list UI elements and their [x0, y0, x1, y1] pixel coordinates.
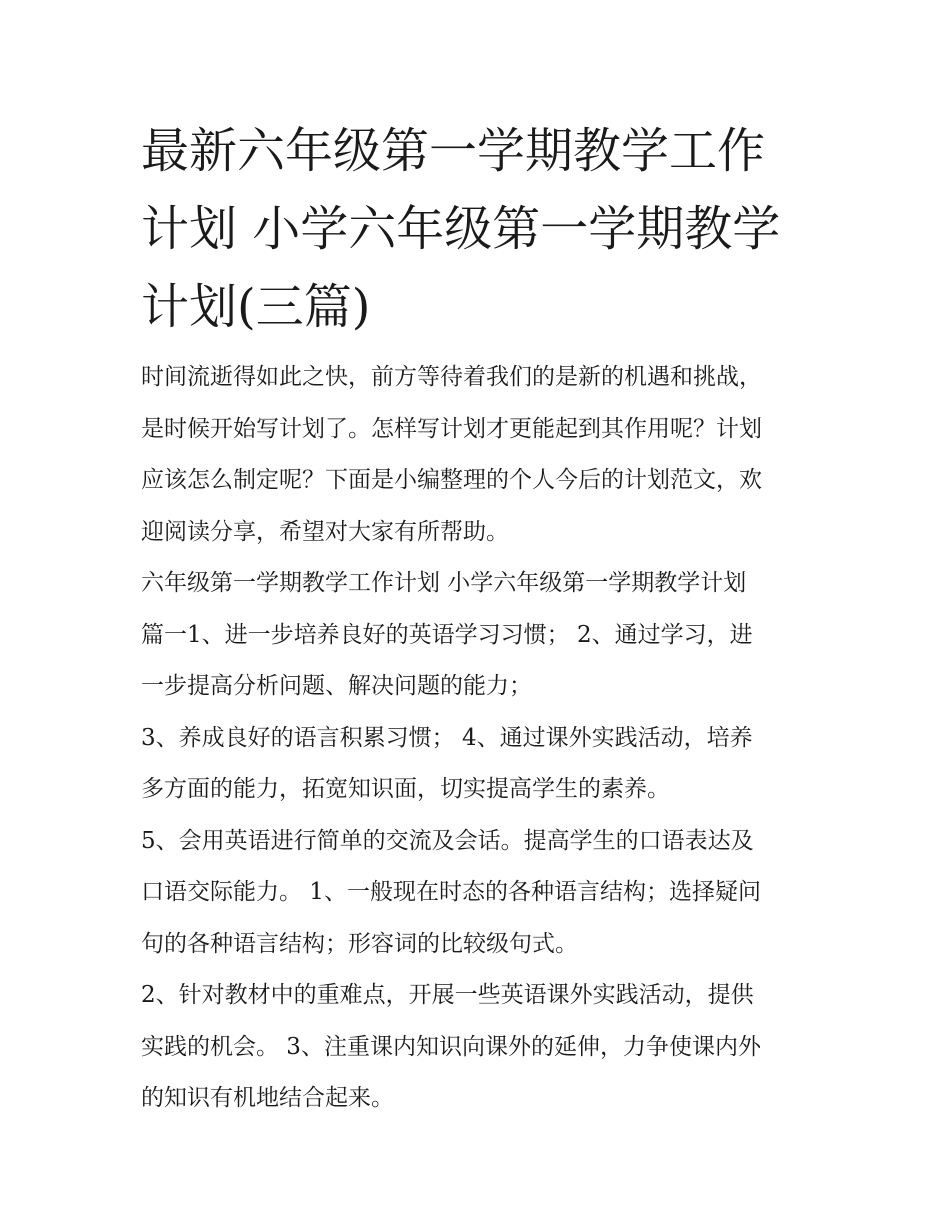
title-line: 最新六年级第一学期教学工作	[141, 123, 766, 179]
text-line: 多方面的能力，拓宽知识面，切实提高学生的素养。	[141, 776, 670, 802]
text-line: 句的各种语言结构；形容词的比较级句式。	[141, 930, 578, 957]
text-line: 篇一1、进一步培养良好的英语学习习惯； 2、通过学习，进	[141, 621, 753, 648]
text-line: 迎阅读分享，希望对大家有所帮助。	[141, 518, 509, 545]
text-line: 的知识有机地结合起来。	[141, 1085, 394, 1111]
document-title	[141, 112, 813, 346]
text-line: 应该怎么制定呢？下面是小编整理的个人今后的计划范文，欢	[141, 467, 762, 493]
title-line: 计划(三篇)	[141, 279, 371, 335]
document-body	[141, 112, 813, 1125]
plan-heading-paragraph	[141, 558, 813, 713]
practice-paragraph	[141, 970, 813, 1125]
text-line: 5、会用英语进行简单的交流及会话。提高学生的口语表达及	[141, 827, 754, 854]
text-line: 一步提高分析问题、解决问题的能力；	[141, 673, 532, 699]
text-line: 六年级第一学期教学工作计划 小学六年级第一学期教学计划	[141, 570, 747, 596]
text-line: 是时候开始写计划了。怎样写计划才更能起到其作用呢？计划	[141, 415, 762, 442]
text-line: 3、养成良好的语言积累习惯； 4、通过课外实践活动，培养	[141, 724, 753, 751]
text-line: 时间流逝得如此之快，前方等待着我们的是新的机遇和挑战，	[141, 364, 762, 390]
goals-paragraph	[141, 713, 813, 816]
intro-paragraph	[141, 352, 813, 558]
language-paragraph	[141, 816, 813, 971]
text-line: 实践的机会。 3、注重课内知识向课外的延伸，力争使课内外	[141, 1033, 761, 1060]
title-line: 计划 小学六年级第一学期教学	[141, 201, 781, 257]
text-line: 2、针对教材中的重难点，开展一些英语课外实践活动，提供	[141, 982, 754, 1008]
text-line: 口语交际能力。 1、一般现在时态的各种语言结构；选择疑问	[141, 879, 761, 905]
